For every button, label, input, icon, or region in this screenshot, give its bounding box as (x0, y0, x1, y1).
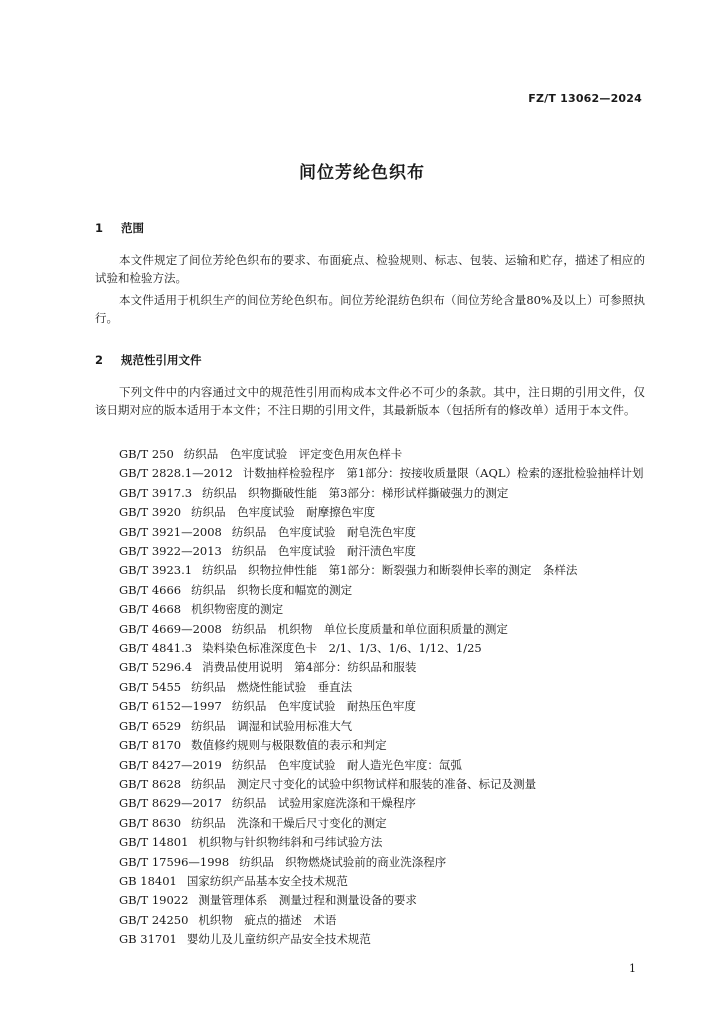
reference-code: GB/T 4841.3 (119, 641, 193, 656)
reference-title: 染料染色标准深度色卡 2/1、1/3、1/6、1/12、1/25 (202, 641, 482, 656)
reference-title: 纺织品 色牢度试验 耐摩擦色牢度 (191, 505, 376, 520)
reference-title: 纺织品 色牢度试验 评定变色用灰色样卡 (183, 447, 403, 461)
reference-code: GB/T 5455 (119, 679, 182, 694)
reference-code: GB/T 6529 (119, 718, 182, 733)
reference-item (119, 581, 644, 600)
reference-title: 消费品使用说明 第4部分：纺织品和服装 (202, 660, 417, 675)
reference-title: 纺织品 调湿和试验用标准大气 (191, 718, 353, 733)
reference-code: GB/T 4666 (119, 582, 182, 597)
reference-item (119, 658, 644, 677)
reference-item (119, 523, 644, 542)
reference-title: 纺织品 洗涤和干燥后尺寸变化的测定 (191, 815, 387, 830)
reference-item (119, 891, 644, 910)
reference-item (119, 872, 644, 891)
reference-title: 纺织品 织物撕破性能 第3部分：梯形试样撕破强力的测定 (202, 485, 509, 500)
reference-title: 机织物与针织物纬斜和弓纬试验方法 (198, 835, 383, 850)
section-title: 范围 (121, 221, 145, 235)
reference-code: GB/T 8170 (119, 738, 182, 753)
section-heading-scope (95, 220, 144, 236)
reference-item (119, 678, 644, 697)
reference-code: GB/T 5296.4 (119, 660, 193, 675)
reference-item (119, 445, 644, 464)
reference-item (119, 853, 644, 872)
section-title: 规范性引用文件 (121, 353, 202, 367)
reference-item (119, 717, 644, 736)
reference-title: 纺织品 色牢度试验 耐人造光色牢度：氙弧 (231, 757, 462, 772)
reference-item (119, 484, 644, 503)
reference-item (119, 503, 644, 522)
reference-title: 纺织品 色牢度试验 耐皂洗色牢度 (231, 524, 416, 539)
document-title: 间位芳纶色织布 (299, 163, 425, 183)
reference-code: GB/T 4669—2008 (119, 621, 222, 636)
reference-code: GB/T 4668 (119, 602, 182, 617)
section-heading-normative (95, 352, 202, 368)
reference-code: GB/T 3921—2008 (119, 524, 222, 539)
reference-item (119, 542, 644, 561)
reference-title: 纺织品 织物长度和幅宽的测定 (191, 582, 353, 597)
reference-code: GB/T 3923.1 (119, 563, 193, 578)
reference-code: GB/T 17596—1998 (119, 854, 230, 869)
reference-item (119, 756, 644, 775)
reference-item (119, 620, 644, 639)
section-number: 2 (95, 353, 104, 367)
reference-title: 国家纺织产品基本安全技术规范 (186, 873, 348, 888)
reference-list (119, 445, 644, 950)
reference-item (119, 697, 644, 716)
reference-code: GB/T 8630 (119, 815, 182, 830)
reference-code: GB/T 8629—2017 (119, 796, 222, 811)
reference-item (119, 600, 644, 619)
reference-title: 纺织品 试验用家庭洗涤和干燥程序 (231, 796, 416, 811)
reference-item (119, 794, 644, 813)
reference-code: GB 18401 (119, 873, 177, 888)
scope-paragraph-1: 本文件规定了间位芳纶色织布的要求、布面疵点、检验规则、标志、包装、运输和贮存，描述了相应的试验和检验方法。 (95, 253, 645, 285)
reference-title: 计数抽样检验程序 第1部分：按接收质量限（AQL）检索的逐批检验抽样计划 (242, 466, 644, 481)
reference-code: GB/T 2828.1—2012 (119, 466, 233, 481)
reference-code: GB 31701 (119, 932, 177, 947)
reference-title: 测量管理体系 测量过程和测量设备的要求 (198, 893, 417, 908)
scope-paragraph-2: 本文件适用于机织生产的间位芳纶色织布。间位芳纶混纺色织布（间位芳纶含量80%及以上）可参照执行。 (95, 293, 645, 325)
reference-item (119, 833, 644, 852)
reference-code: GB/T 3917.3 (119, 485, 193, 500)
normative-intro: 下列文件中的内容通过文中的规范性引用而构成本文件必不可少的条款。其中，注日期的引用文件，仅该日期对应的版本适用于本文件；不注日期的引用文件，其最新版本（包括所有的修改单）适用于本文件。 (95, 385, 645, 417)
reference-title: 纺织品 机织物 单位长度质量和单位面积质量的测定 (231, 621, 508, 636)
reference-title: 婴幼儿及儿童纺织产品安全技术规范 (186, 932, 371, 947)
reference-code: GB/T 3920 (119, 505, 182, 520)
reference-title: 数值修约规则与极限数值的表示和判定 (191, 738, 387, 753)
reference-title: 纺织品 燃烧性能试验 垂直法 (191, 679, 353, 694)
reference-code: GB/T 250 (119, 447, 174, 461)
reference-item (119, 814, 644, 833)
reference-title: 纺织品 色牢度试验 耐热压色牢度 (231, 699, 416, 714)
section-number: 1 (95, 221, 104, 235)
reference-item (119, 930, 644, 949)
reference-title: 纺织品 织物燃烧试验前的商业洗涤程序 (239, 854, 447, 869)
reference-item (119, 464, 644, 483)
reference-item (119, 639, 644, 658)
reference-title: 纺织品 色牢度试验 耐汗渍色牢度 (231, 544, 416, 559)
reference-code: GB/T 8628 (119, 776, 182, 791)
reference-code: GB/T 24250 (119, 912, 189, 927)
standard-code: FZ/T 13062—2024 (528, 92, 642, 105)
reference-title: 机织物 疵点的描述 术语 (198, 912, 337, 927)
reference-item (119, 736, 644, 755)
reference-item (119, 775, 644, 794)
reference-title: 纺织品 织物拉伸性能 第1部分：断裂强力和断裂伸长率的测定 条样法 (202, 563, 578, 578)
reference-item (119, 561, 644, 580)
reference-item (119, 911, 644, 930)
page-number: 1 (629, 962, 636, 975)
reference-code: GB/T 19022 (119, 893, 189, 908)
reference-code: GB/T 14801 (119, 835, 189, 850)
reference-code: GB/T 3922—2013 (119, 544, 222, 559)
reference-code: GB/T 6152—1997 (119, 699, 222, 714)
reference-code: GB/T 8427—2019 (119, 757, 222, 772)
reference-title: 机织物密度的测定 (191, 602, 284, 617)
reference-title: 纺织品 测定尺寸变化的试验中织物试样和服装的准备、标记及测量 (191, 776, 537, 791)
